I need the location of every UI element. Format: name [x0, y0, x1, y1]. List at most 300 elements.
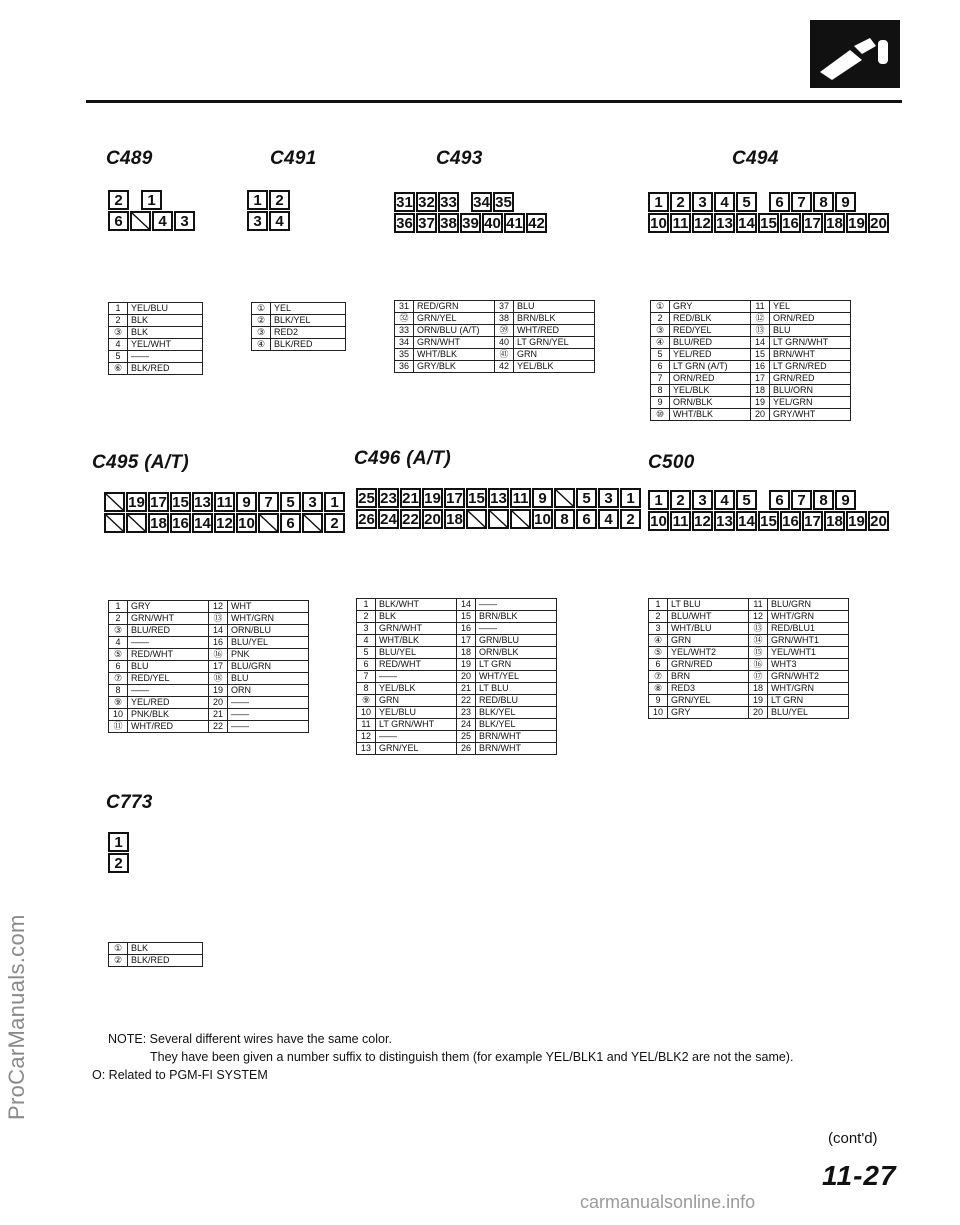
pin-cell: 32: [416, 192, 437, 212]
pin-cell: 5: [736, 192, 757, 212]
wire-color: GRN/BLU: [476, 635, 557, 647]
wire-color: ORN/BLK: [670, 397, 751, 409]
pin-cell: 39: [460, 213, 481, 233]
wire-row: [651, 337, 851, 349]
pin-cell: 15: [466, 488, 487, 508]
pin-number: ④: [252, 339, 271, 351]
pin-number: 7: [651, 373, 670, 385]
wire-color: BLK/YEL: [476, 707, 557, 719]
wire-table-c495: [108, 600, 309, 733]
wire-color: ——: [128, 685, 209, 697]
wire-row: [109, 709, 309, 721]
wire-row: [651, 313, 851, 325]
wire-color: LT GRN: [768, 695, 849, 707]
wire-color: YEL/BLK: [376, 683, 457, 695]
pin-cell: 41: [504, 213, 525, 233]
pin-cell: 2: [108, 190, 129, 210]
pin-cell: 31: [394, 192, 415, 212]
pin-number: ⑦: [109, 673, 128, 685]
wire-color: ORN/BLU: [228, 625, 309, 637]
pin-row-bottom: [648, 213, 890, 234]
wire-color: BLK/WHT: [376, 599, 457, 611]
pin-cell: 10: [648, 511, 669, 531]
pin-cell: 16: [780, 511, 801, 531]
pin-number: 15: [457, 611, 476, 623]
pin-number: ③: [109, 327, 128, 339]
wire-row: [357, 731, 557, 743]
pin-cell: 1: [620, 488, 641, 508]
pin-cell: 17: [444, 488, 465, 508]
wire-color: RED/GRN: [414, 301, 495, 313]
wire-row: [109, 685, 309, 697]
wire-row: [649, 599, 849, 611]
pin-cell: 4: [714, 490, 735, 510]
wire-color: WHT/GRN: [228, 613, 309, 625]
pin-cell: 40: [482, 213, 503, 233]
pin-number: 11: [751, 301, 770, 313]
pin-cell: 15: [170, 492, 191, 512]
wire-color: YEL/RED: [670, 349, 751, 361]
title-c495: C495 (A/T): [92, 452, 189, 473]
wire-color: BRN/BLK: [514, 313, 595, 325]
wire-row: [651, 385, 851, 397]
pin-cell: 9: [835, 490, 856, 510]
pin-cell: 12: [214, 513, 235, 533]
wire-color: WHT/RED: [514, 325, 595, 337]
pin-cell: 12: [692, 511, 713, 531]
pin-cell: 3: [692, 490, 713, 510]
pin-number: ②: [109, 955, 128, 967]
wire-row: [357, 719, 557, 731]
wire-color: BLU: [770, 325, 851, 337]
pin-cell: 3: [598, 488, 619, 508]
pin-number: ⑨: [109, 697, 128, 709]
wire-row: [649, 635, 849, 647]
pin-cell: 38: [438, 213, 459, 233]
section-logo-icon: [810, 20, 900, 88]
wire-color: BLK/YEL: [476, 719, 557, 731]
title-c496: C496 (A/T): [354, 448, 451, 469]
pin-cell: 14: [192, 513, 213, 533]
pin-number: 4: [357, 635, 376, 647]
wire-row: [357, 659, 557, 671]
pin-number: 14: [209, 625, 228, 637]
pin-number: 14: [457, 599, 476, 611]
pin-number: 38: [495, 313, 514, 325]
key-gap: [758, 490, 768, 510]
wire-row: [357, 611, 557, 623]
pin-cell: 34: [471, 192, 492, 212]
pin-number: 6: [651, 361, 670, 373]
wire-row: [395, 361, 595, 373]
pin-number: 18: [749, 683, 768, 695]
wire-row: [651, 397, 851, 409]
title-c773: C773: [106, 792, 153, 813]
wire-color: BLU/GRN: [768, 599, 849, 611]
pin-cell: 9: [532, 488, 553, 508]
pin-cell: 35: [493, 192, 514, 212]
wire-color: GRN/WHT1: [768, 635, 849, 647]
pin-number: 1: [109, 303, 128, 315]
pin-number: ③: [109, 625, 128, 637]
pin-number: ⑬: [749, 623, 768, 635]
wire-row: [357, 743, 557, 755]
pin-cell: 8: [813, 192, 834, 212]
pin-cell: 23: [378, 488, 399, 508]
pin-number: 7: [357, 671, 376, 683]
wire-color: ——: [228, 697, 309, 709]
pin-row-bottom: [108, 853, 130, 874]
wire-color: WHT3: [768, 659, 849, 671]
pin-cell: 2: [670, 490, 691, 510]
wire-color: RED/YEL: [670, 325, 751, 337]
pin-number: 9: [649, 695, 668, 707]
pin-number: 4: [109, 637, 128, 649]
pin-number: 37: [495, 301, 514, 313]
pin-cell: 3: [247, 211, 268, 231]
pin-number: 20: [457, 671, 476, 683]
pin-cell: 8: [813, 490, 834, 510]
pin-number: ④: [649, 635, 668, 647]
wire-color: BLK: [376, 611, 457, 623]
wire-row: [252, 339, 346, 351]
wire-color: GRY/WHT: [770, 409, 851, 421]
pin-cell: 10: [648, 213, 669, 233]
pin-cell: 10: [532, 509, 553, 529]
wire-color: BLU: [228, 673, 309, 685]
pin-number: 15: [751, 349, 770, 361]
pin-number: ③: [252, 327, 271, 339]
connector-face-c495: [104, 492, 346, 534]
pin-number: ⑤: [109, 649, 128, 661]
wire-row: [109, 339, 203, 351]
wire-color: YEL: [770, 301, 851, 313]
empty-cavity: [554, 488, 575, 508]
empty-cavity: [130, 211, 151, 231]
wire-row: [651, 301, 851, 313]
wire-color: GRN/WHT2: [768, 671, 849, 683]
wire-row: [109, 363, 203, 375]
pin-cell: 4: [269, 211, 290, 231]
wire-color: GRN: [514, 349, 595, 361]
pin-cell: 9: [835, 192, 856, 212]
wire-row: [357, 623, 557, 635]
pin-cell: 4: [152, 211, 173, 231]
pin-cell: 15: [758, 213, 779, 233]
pin-cell: 14: [736, 213, 757, 233]
key-gap: [130, 190, 140, 210]
wire-color: BLU/RED: [128, 625, 209, 637]
pin-cell: 15: [758, 511, 779, 531]
pin-cell: 1: [141, 190, 162, 210]
wire-color: RED/WHT: [128, 649, 209, 661]
wire-color: YEL/WHT1: [768, 647, 849, 659]
pin-number: ②: [252, 315, 271, 327]
wire-row: [109, 955, 203, 967]
pin-row-top: [108, 832, 130, 853]
pin-number: 8: [651, 385, 670, 397]
wire-color: BLU/YEL: [768, 707, 849, 719]
wire-row: [651, 325, 851, 337]
wire-color: BLU/ORN: [770, 385, 851, 397]
pin-number: ⑫: [751, 313, 770, 325]
pin-cell: 1: [108, 832, 129, 852]
pin-cell: 19: [846, 213, 867, 233]
wire-row: [109, 661, 309, 673]
wire-color: GRY: [128, 601, 209, 613]
pin-cell: 14: [736, 511, 757, 531]
pin-cell: 5: [736, 490, 757, 510]
pin-cell: 6: [108, 211, 129, 231]
wire-table-c494: [650, 300, 851, 421]
wire-color: RED/BLU1: [768, 623, 849, 635]
pin-cell: 13: [714, 213, 735, 233]
empty-cavity: [466, 509, 487, 529]
wire-row: [109, 315, 203, 327]
pin-cell: 20: [868, 213, 889, 233]
pin-cell: 26: [356, 509, 377, 529]
pin-number: 8: [357, 683, 376, 695]
empty-cavity: [104, 513, 125, 533]
pin-cell: 13: [714, 511, 735, 531]
connector-face-c496: [356, 488, 642, 530]
pin-cell: 25: [356, 488, 377, 508]
wire-color: GRN/WHT: [376, 623, 457, 635]
wire-row: [109, 649, 309, 661]
pin-number: 11: [749, 599, 768, 611]
title-c500: C500: [648, 452, 695, 473]
empty-cavity: [510, 509, 531, 529]
pin-number: ⑯: [749, 659, 768, 671]
pin-number: ⑦: [649, 671, 668, 683]
pin-cell: 7: [258, 492, 279, 512]
wire-color: WHT/GRN: [768, 611, 849, 623]
pin-number: 6: [109, 661, 128, 673]
pin-number: 9: [651, 397, 670, 409]
wire-color: WHT/BLK: [414, 349, 495, 361]
pin-number: 10: [109, 709, 128, 721]
wire-color: LT GRN/YEL: [514, 337, 595, 349]
wire-color: ORN/BLK: [476, 647, 557, 659]
key-gap: [460, 192, 470, 212]
wire-color: YEL/BLK: [670, 385, 751, 397]
wire-color: LT GRN (A/T): [670, 361, 751, 373]
pin-number: 6: [649, 659, 668, 671]
header-rule: [86, 100, 902, 103]
wire-row: [109, 303, 203, 315]
pin-number: 35: [395, 349, 414, 361]
pin-number: 1: [357, 599, 376, 611]
wire-row: [109, 625, 309, 637]
wire-color: GRN/YEL: [414, 313, 495, 325]
wire-color: WHT: [228, 601, 309, 613]
wire-row: [651, 373, 851, 385]
connector-face-c500: [648, 490, 890, 532]
wire-color: BLU/WHT: [668, 611, 749, 623]
pin-number: 21: [457, 683, 476, 695]
wire-color: RED2: [271, 327, 346, 339]
wire-row: [109, 613, 309, 625]
title-c493: C493: [436, 148, 483, 169]
pin-cell: 7: [791, 490, 812, 510]
pin-number: 17: [751, 373, 770, 385]
wire-row: [649, 611, 849, 623]
pin-row-bottom: [104, 513, 346, 534]
pin-number: 20: [751, 409, 770, 421]
wire-color: YEL/RED: [128, 697, 209, 709]
pin-row-top: [247, 190, 291, 211]
title-c494: C494: [732, 148, 779, 169]
pin-cell: 11: [214, 492, 235, 512]
pin-number: ①: [651, 301, 670, 313]
pin-cell: 37: [416, 213, 437, 233]
pin-number: ㉜: [395, 313, 414, 325]
pin-cell: 19: [126, 492, 147, 512]
pin-cell: 20: [422, 509, 443, 529]
wire-row: [651, 409, 851, 421]
wire-color: BLU/YEL: [228, 637, 309, 649]
pin-number: 31: [395, 301, 414, 313]
pin-cell: 36: [394, 213, 415, 233]
pin-cell: 4: [714, 192, 735, 212]
key-gap: [758, 192, 768, 212]
wire-color: WHT/GRN: [768, 683, 849, 695]
side-watermark: ProCarManuals.com: [4, 914, 29, 1120]
wire-color: WHT/BLK: [376, 635, 457, 647]
wire-color: BLK: [128, 943, 203, 955]
wire-row: [357, 599, 557, 611]
wire-row: [649, 671, 849, 683]
empty-cavity: [126, 513, 147, 533]
pin-number: ⑮: [749, 647, 768, 659]
wire-color: BLU/RED: [670, 337, 751, 349]
pin-cell: 6: [769, 490, 790, 510]
wire-row: [357, 647, 557, 659]
pin-number: 11: [357, 719, 376, 731]
pin-number: ⑰: [749, 671, 768, 683]
pin-number: ⑪: [109, 721, 128, 733]
wire-row: [357, 695, 557, 707]
pin-number: 1: [649, 599, 668, 611]
wire-row: [109, 327, 203, 339]
pin-cell: 42: [526, 213, 547, 233]
pin-number: 2: [109, 315, 128, 327]
wire-row: [395, 313, 595, 325]
pin-cell: 18: [824, 213, 845, 233]
wire-color: GRY/BLK: [414, 361, 495, 373]
pin-number: 22: [209, 721, 228, 733]
continued-label: (cont'd): [828, 1130, 878, 1147]
pin-number: 19: [209, 685, 228, 697]
wire-table-c489: [108, 302, 203, 375]
pin-cell: 6: [576, 509, 597, 529]
connector-face-c773: [108, 832, 130, 874]
wire-color: YEL/BLK: [514, 361, 595, 373]
pin-cell: 2: [269, 190, 290, 210]
pin-number: 8: [109, 685, 128, 697]
pin-number: 18: [751, 385, 770, 397]
pin-number: 19: [749, 695, 768, 707]
pin-cell: 2: [324, 513, 345, 533]
wire-color: WHT/RED: [128, 721, 209, 733]
pin-number: 25: [457, 731, 476, 743]
pin-number: ①: [252, 303, 271, 315]
wire-color: GRN/RED: [770, 373, 851, 385]
wire-row: [252, 327, 346, 339]
pin-cell: 1: [247, 190, 268, 210]
pin-cell: 17: [802, 511, 823, 531]
pin-cell: 3: [302, 492, 323, 512]
pin-number: 16: [751, 361, 770, 373]
wire-row: [395, 337, 595, 349]
wire-color: ——: [376, 731, 457, 743]
wire-color: BLK: [128, 327, 203, 339]
pin-number: 1: [109, 601, 128, 613]
wire-row: [651, 361, 851, 373]
wire-table-c491: [251, 302, 346, 351]
pin-number: ⑭: [749, 635, 768, 647]
pin-cell: 21: [400, 488, 421, 508]
wire-row: [109, 721, 309, 733]
pin-number: 40: [495, 337, 514, 349]
pin-number: 4: [109, 339, 128, 351]
pin-number: 5: [357, 647, 376, 659]
pin-number: 34: [395, 337, 414, 349]
pin-number: 5: [109, 351, 128, 363]
wire-color: BRN/WHT: [476, 731, 557, 743]
pin-cell: 6: [280, 513, 301, 533]
pin-cell: 4: [598, 509, 619, 529]
pin-cell: 11: [670, 511, 691, 531]
wire-color: GRN/WHT: [414, 337, 495, 349]
wire-row: [357, 707, 557, 719]
pin-number: 5: [651, 349, 670, 361]
note-line-2: They have been given a number suffix to distinguish them (for example YEL/BLK1 and YEL/BLK2 are not the same).: [150, 1050, 794, 1064]
pin-row-top: [104, 492, 346, 513]
pin-cell: 1: [648, 192, 669, 212]
wire-row: [395, 301, 595, 313]
wire-row: [252, 303, 346, 315]
pin-cell: 9: [236, 492, 257, 512]
pin-number: 18: [457, 647, 476, 659]
pin-cell: 8: [554, 509, 575, 529]
pin-cell: 17: [148, 492, 169, 512]
pin-cell: 13: [488, 488, 509, 508]
wire-color: GRN/YEL: [376, 743, 457, 755]
pin-cell: 16: [780, 213, 801, 233]
wire-color: RED/BLU: [476, 695, 557, 707]
pin-cell: 11: [510, 488, 531, 508]
wire-color: RED3: [668, 683, 749, 695]
pin-number: 19: [457, 659, 476, 671]
pin-number: 19: [751, 397, 770, 409]
wire-color: ——: [228, 721, 309, 733]
pin-row-top: [394, 192, 548, 213]
pin-cell: 19: [422, 488, 443, 508]
pin-number: 2: [357, 611, 376, 623]
pin-cell: 1: [324, 492, 345, 512]
wire-table-c493: [394, 300, 595, 373]
pin-number: 16: [209, 637, 228, 649]
wire-row: [649, 659, 849, 671]
empty-cavity: [488, 509, 509, 529]
wire-table-c496: [356, 598, 557, 755]
wire-row: [109, 673, 309, 685]
wire-row: [357, 635, 557, 647]
wire-color: RED/WHT: [376, 659, 457, 671]
wire-color: GRN: [376, 695, 457, 707]
pin-row-bottom: [394, 213, 548, 234]
